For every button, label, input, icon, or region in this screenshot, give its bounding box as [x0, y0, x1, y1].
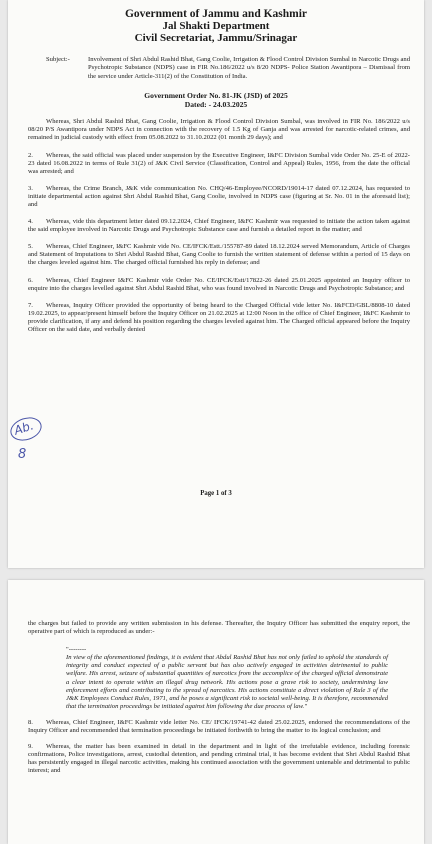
- inquiry-report-quote: [66, 646, 388, 711]
- paragraph: [28, 302, 410, 334]
- paragraph: [28, 243, 410, 267]
- paragraph-text: Whereas, Chief Engineer, I&FC Kashmir vide No. CE/IFCK/Estt./155787-89 dated 18.12.2024 served Memorandum, Article of Charges and Statement of Imputations to Shri Abdul Rashid Bhat, Gang Coolie to furnish the written statement of defense within a period of 15 days on the charges leveled against him. The charged official furnished his reply in defense; and: [28, 243, 410, 267]
- paragraph: [28, 719, 410, 735]
- subject-block: [46, 56, 410, 81]
- paragraph-text: Whereas, the Crime Branch, J&K vide communication No. CHQ/46-Employee/NCORD/19014-17 dated 07.12.2024, has requested to initiate departmental action against Shri Abdul Rashid Bhat, Gang Coolie, involved in NDPS case (figuring at Sr. No. 01 in the aforesaid list); and: [28, 184, 410, 208]
- paragraph: [28, 152, 410, 176]
- paragraph-text: Whereas, vide this department letter dated 09.12.2024, Chief Engineer, I&FC Kashmir was requested to initiate the action taken against the said employee involved in Narcotic Drugs and Psychotropic Substance case and furnish a detailed report in the matter; and: [28, 218, 410, 234]
- handwritten-annotation: 8: [18, 447, 27, 462]
- order-number: Government Order No. 81-JK (JSD) of 2025: [144, 91, 288, 101]
- paragraph-number: 5.: [28, 243, 33, 251]
- paragraph-number: 8.: [28, 718, 33, 726]
- paragraph-text: Whereas, the said official was placed under suspension by the Executive Engineer, I&FC Division Sumbal vide Order No. 25-E of 2022-23 dated 16.08.2022 in terms of Rule 31(2) of J&K Civil Service (Classification, Control and Appeal) Rules, 1956, from the date the official was arrested; and: [28, 151, 410, 175]
- paragraph-number: 6.: [28, 276, 33, 284]
- subject-text: Involvement of Shri Abdul Rashid Bhat, Gang Coolie, Irrigation & Flood Control Division Sumbal in Narcotic Drugs and Psychotropic Substance (NDPS) case in FIR No.186/2022 u/s 8/20 NDPS- Police Station Awantipora – Dismissal from the service under Article-311(2) of the Constitution of India.: [88, 56, 410, 80]
- paragraph-continuation: the charges but failed to provide any written submission in his defense. Thereafter, the Inquiry Officer has submitted the enquiry report, the operative part of which is reproduced as under:-: [28, 620, 410, 636]
- paragraph-text: Whereas, Shri Abdul Rashid Bhat, Gang Coolie, Irrigation & Flood Control Division Sumbal, was involved in FIR No. 186/2022 u/s 08/20 P/S Awantipora under NDPS Act in connection with the recovery of 1.5 Kg of Ganja and was arrested for narcotic-related crimes, and remained in judicial custody with effect from 05.08.2022 to 31.10.2022 (01 month 29 days); and: [28, 118, 410, 142]
- paragraph-number: 7.: [28, 301, 33, 309]
- govt-title: Government of Jammu and Kashmir: [124, 8, 308, 20]
- order-date: Dated: - 24.03.2025: [184, 100, 248, 110]
- quote-marker: "--------: [66, 646, 87, 654]
- paragraph-number: 2.: [28, 151, 33, 159]
- page-number: Page 1 of 3: [200, 490, 232, 497]
- paragraph: [28, 743, 410, 775]
- department-title: Jal Shakti Department: [162, 20, 270, 32]
- secretariat-title: Civil Secretariat, Jammu/Srinagar: [134, 32, 298, 44]
- paragraph: [28, 277, 410, 293]
- paragraph-text: Whereas, Chief Engineer, I&FC Kashmir vide letter No. CE/ IFCK/19741-42 dated 25.02.2025, endorsed the recommendations of the Inquiry Officer and recommended that termination proceedings be initiated forthwith to bring the matter to its logical conclusion; and: [28, 718, 410, 735]
- document-page-1: [8, 0, 424, 568]
- paragraph-number: 3.: [28, 184, 33, 192]
- quote-text: In view of the aforementioned findings, it is evident that Abdul Rashid Bhat has not only failed to uphold the standards of integrity and conduct expected of a public servant but has also actively engaged in activities detrimental to public welfare. His arrest, seizure of substantial quantities of narcotics from the accomplice of the charged official demonstrate a clear intent to operate within an illegal drug network. His actions pose a grave risk to society, undermining law enforcement efforts and contributing to the spread of narcotics. His actions constitute a direct violation of Rule 3 of the J&K Employees Conduct Rules, 1971, and he poses a significant risk to societal well-being. It is therefore, recommended that the termination proceedings be initiated against him following the due process of law.": [66, 654, 388, 710]
- letterhead: [8, 0, 424, 44]
- handwritten-annotation: Ab.: [12, 418, 36, 438]
- paragraph-text: Whereas, Chief Engineer I&FC Kashmir vide Order No. CE/IFCK/Estt/17822-26 dated 25.01.2025 appointed an Inquiry officer to enquire into the charges levelled against Shri Abdul Rashid Bhat, who was found involved in Narcotic Drugs and Psychotropic Substance; and: [28, 276, 410, 292]
- paragraph-text: Whereas, Inquiry Officer provided the opportunity of being heard to the Charged Official vide letter No. I&FCD/GBL/8808-10 dated 19.02.2025, to appear/present himself before the Inquiry Officer on 21.02.2025 at 12:00 Noon in the office of Chief Engineer, I&FC Kashmir to provide clarification, if any and defend his position regarding the charges leveled against him. The Charged official appeared before the Inquiry Officer on the said date, and verbally denied: [28, 301, 410, 333]
- paragraph-number: 4.: [28, 218, 33, 226]
- paragraph-number: 9.: [28, 743, 33, 751]
- paragraph: [28, 118, 410, 142]
- paragraph: [28, 185, 410, 209]
- order-heading: [8, 91, 424, 109]
- paragraph-text: Whereas, the matter has been examined in detail in the department and in light of the irrefutable evidence, including forensic confirmations, Police investigations, arrest, custodial detention, and pending criminal trial, it has become evident that Shri Abdul Rashid Bhat has persistently engaged in illegal narcotic activities, making his continued association with the government untenable and detrimental to public interest; and: [28, 743, 410, 775]
- paragraph: [28, 218, 410, 234]
- document-page-2: [8, 580, 424, 844]
- subject-label: Subject:-: [46, 56, 70, 63]
